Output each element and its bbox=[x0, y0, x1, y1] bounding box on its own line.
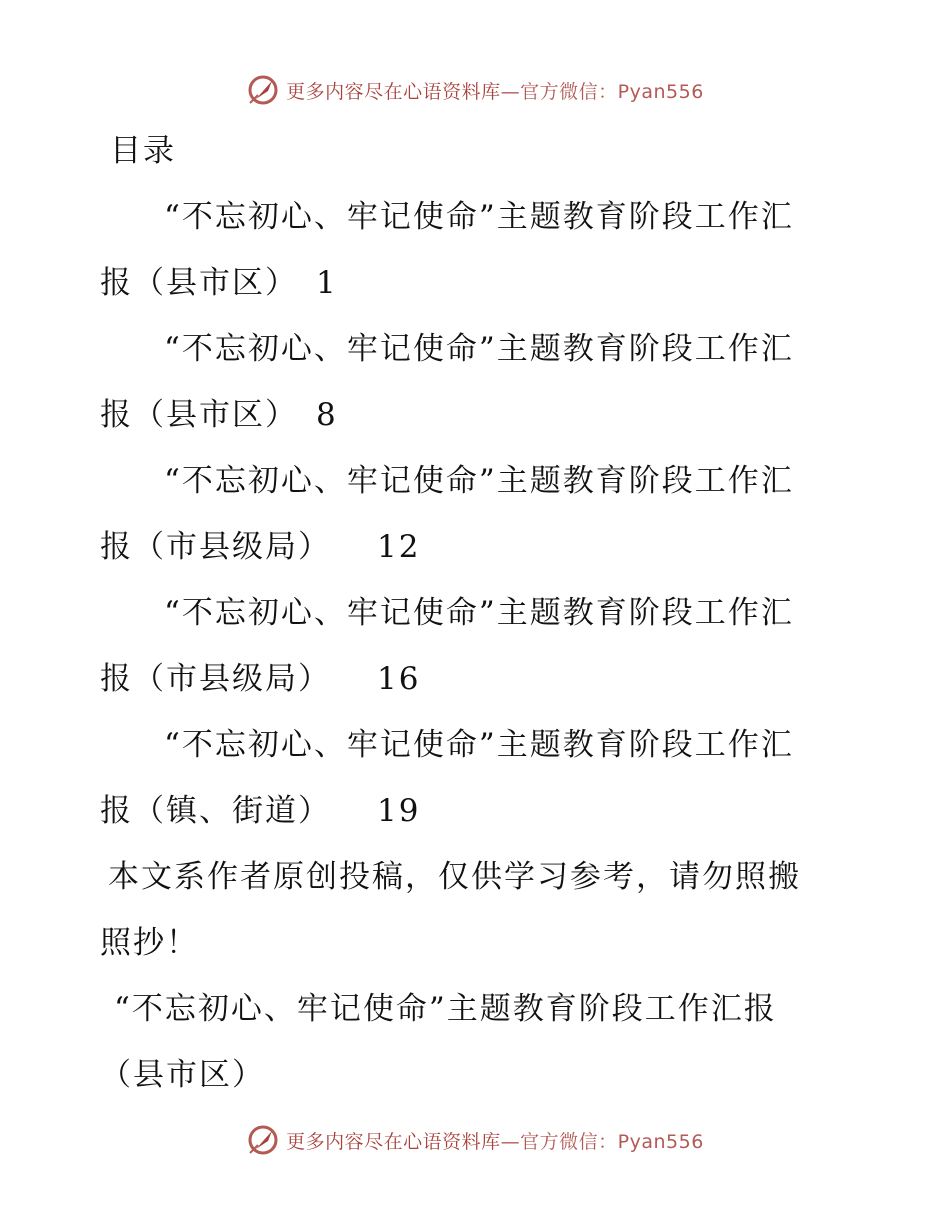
toc-title: 目录 bbox=[110, 133, 176, 169]
toc-entry-title-cont: 报（市县级局） bbox=[100, 529, 331, 565]
toc-entry[interactable] bbox=[100, 184, 840, 316]
footer-watermark bbox=[0, 1120, 950, 1160]
toc-entry-title-cont: 报（市县级局） bbox=[100, 661, 331, 697]
toc-entry-title: “不忘初心、牢记使命”主题教育阶段工作汇 bbox=[164, 463, 794, 499]
toc-page-number: 1 bbox=[316, 265, 338, 301]
toc-page-number: 19 bbox=[377, 793, 421, 829]
section-heading bbox=[100, 976, 840, 1108]
toc-entry-title: “不忘初心、牢记使命”主题教育阶段工作汇 bbox=[164, 199, 794, 235]
notice-line: 照抄！ bbox=[100, 925, 199, 961]
toc-entry[interactable] bbox=[100, 580, 840, 712]
toc-entry-title-cont: 报（县市区） bbox=[100, 397, 298, 433]
notice-line: 本文系作者原创投稿，仅供学习参考，请勿照搬 bbox=[108, 859, 801, 895]
toc-entry[interactable] bbox=[100, 448, 840, 580]
quill-logo-icon bbox=[246, 73, 280, 107]
quill-logo-icon bbox=[246, 1123, 280, 1157]
heading-line: （县市区） bbox=[100, 1057, 265, 1093]
toc-entry-title-cont: 报（镇、街道） bbox=[100, 793, 331, 829]
toc-entry[interactable] bbox=[100, 712, 840, 844]
banner-tail-text: —官方微信：Pyan556 bbox=[500, 80, 704, 103]
copyright-notice bbox=[100, 844, 840, 976]
banner-tail-text: —官方微信：Pyan556 bbox=[500, 1130, 704, 1153]
toc-entry[interactable] bbox=[100, 316, 840, 448]
heading-line: “不忘初心、牢记使命”主题教育阶段工作汇报 bbox=[114, 991, 777, 1027]
toc-entry-title: “不忘初心、牢记使命”主题教育阶段工作汇 bbox=[164, 727, 794, 763]
toc-entry-title: “不忘初心、牢记使命”主题教育阶段工作汇 bbox=[164, 331, 794, 367]
toc-page-number: 8 bbox=[316, 397, 338, 433]
toc-page-number: 16 bbox=[377, 661, 421, 697]
banner-main-text: 更多内容尽在心语资料库 bbox=[286, 1130, 501, 1153]
header-watermark bbox=[0, 70, 950, 110]
document-body bbox=[100, 118, 840, 1108]
toc-entry-title-cont: 报（县市区） bbox=[100, 265, 298, 301]
banner-main-text: 更多内容尽在心语资料库 bbox=[286, 80, 501, 103]
toc-page-number: 12 bbox=[377, 529, 421, 565]
toc-entry-title: “不忘初心、牢记使命”主题教育阶段工作汇 bbox=[164, 595, 794, 631]
